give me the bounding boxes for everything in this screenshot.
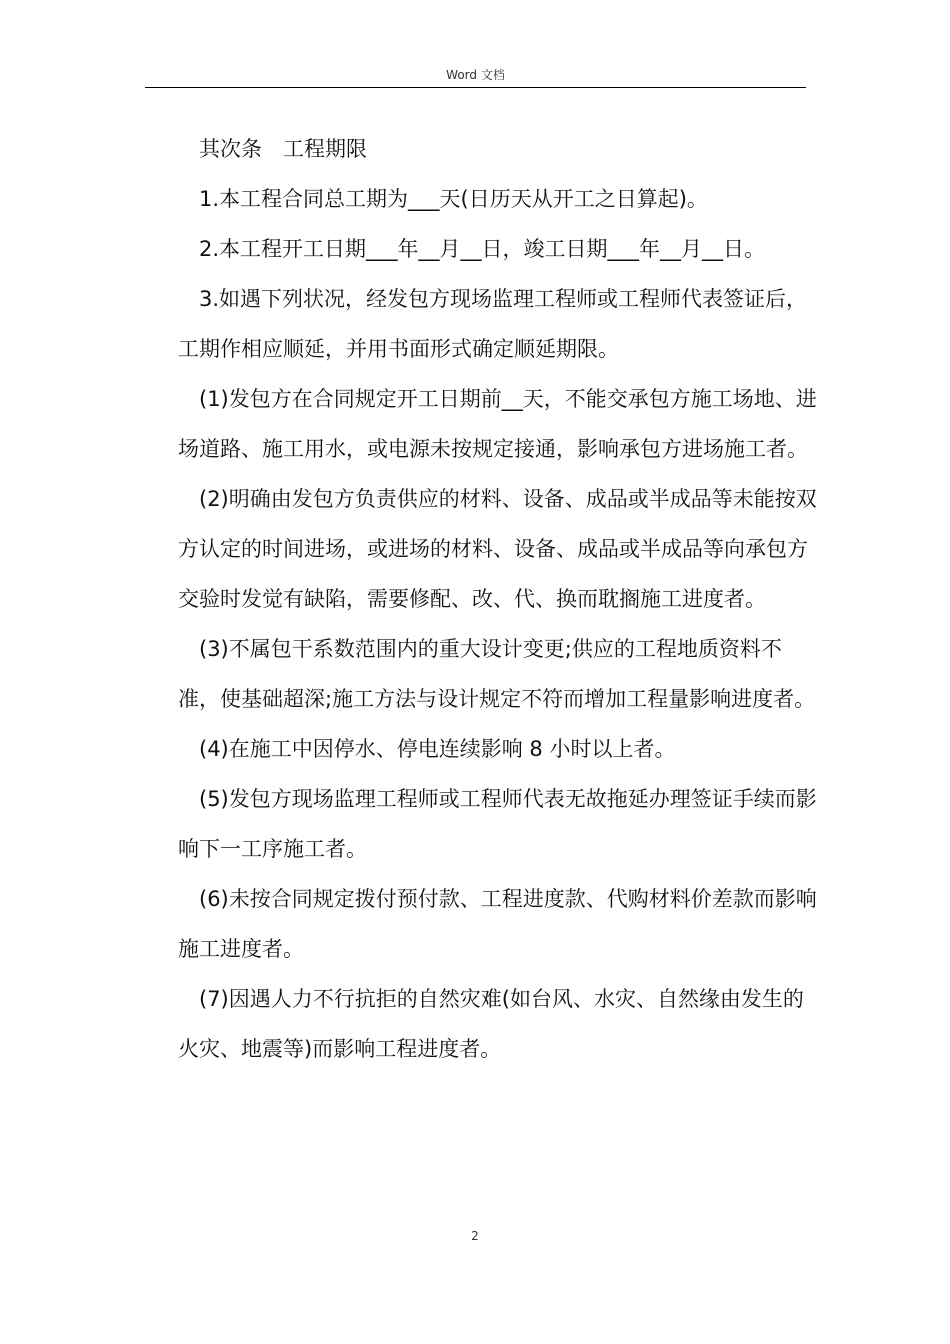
sub-clause-3: (3)不属包干系数范围内的重大设计变更;供应的工程地质资料不准，使基础超深;施工方法与设计规定不符而增加工程量影响进度者。 [178,637,816,711]
header-divider [145,87,806,88]
sub-clause-5: (5)发包方现场监理工程师或工程师代表无故拖延办理签证手续而影响下一工序施工者。 [178,787,817,861]
page-header: Word 文档 [446,68,505,82]
sub-clause-7: (7)因遇人力不行抗拒的自然灾难(如台风、水灾、自然缘由发生的火灾、地震等)而影响工程进度者。 [178,987,804,1061]
page-number: 2 [471,1229,479,1243]
sub-clause-1: (1)发包方在合同规定开工日期前__天，不能交承包方施工场地、进场道路、施工用水，或电源未按规定接通，影响承包方进场施工者。 [178,387,817,461]
sub-clause-6: (6)未按合同规定拨付预付款、工程进度款、代购材料价差款而影响施工进度者。 [178,887,817,961]
document-body [178,124,818,1074]
section-heading: 其次条 工程期限 [199,137,367,161]
clause-3: 3.如遇下列状况，经发包方现场监理工程师或工程师代表签证后，工期作相应顺延，并用书面形式确定顺延期限。 [178,287,808,361]
clause-1: 1.本工程合同总工期为___天(日历天从开工之日算起)。 [199,187,708,211]
clause-2: 2.本工程开工日期___年__月__日，竣工日期___年__月__日。 [199,237,766,261]
sub-clause-2: (2)明确由发包方负责供应的材料、设备、成品或半成品等未能按双方认定的时间进场，或进场的材料、设备、成品或半成品等向承包方交验时发觉有缺陷，需要修配、改、代、换而耽搁施工进度者。 [178,487,817,611]
sub-clause-4: (4)在施工中因停水、停电连续影响 8 小时以上者。 [199,737,676,761]
